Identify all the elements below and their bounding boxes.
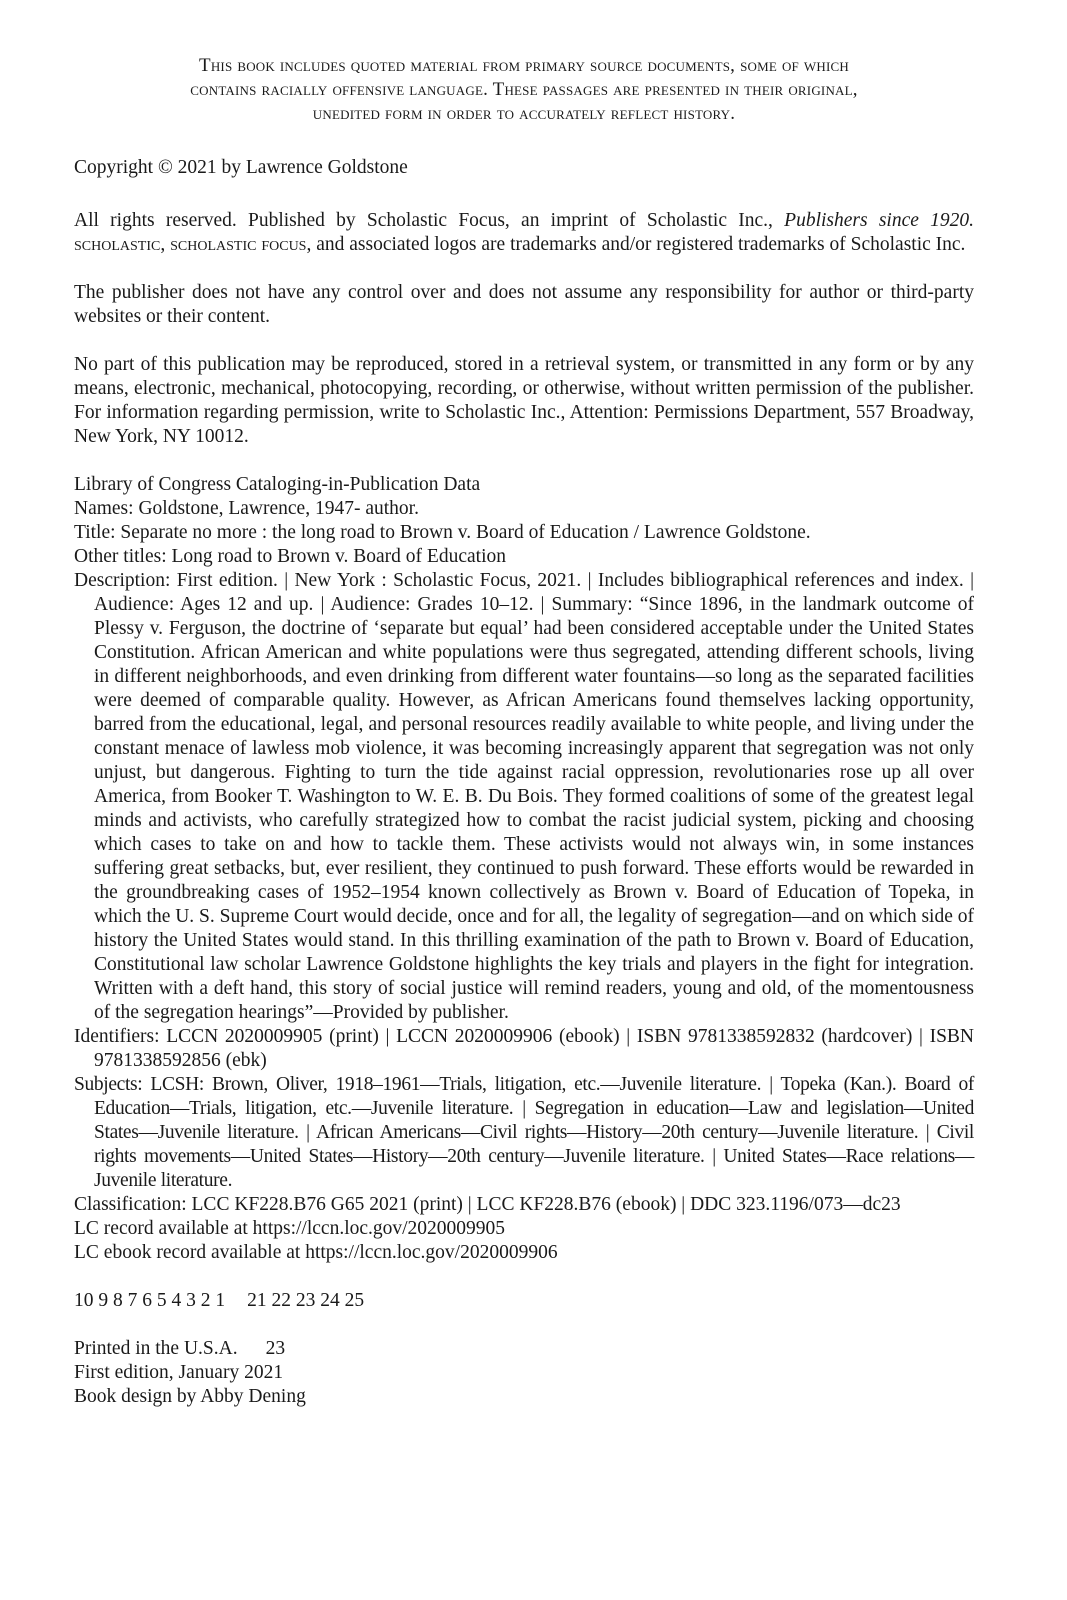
printer-key-line (74, 1289, 974, 1313)
cip-names: Names: Goldstone, Lawrence, 1947- author. (74, 498, 419, 519)
trademark-separator: , (160, 234, 171, 255)
cip-description: Description: First edition. | New York : Scholastic Focus, 2021. | Includes bibliographical references and index. | Audience: Ages 12 and up. | Audience: Grades 10–12. | Summary: “Since 1896, in the landmark outcome of Plessy v. Ferguson, the doctrine of ‘separate but equal’ had been considered acceptable under the United States Constitution. African American and white populations were thus segregated, attending different schools, living in different neighborhoods, and even drinking from different water fountains—so long as the separated facilities were deemed of comparable quality. However, as African Americans found themselves lacking opportunity, barred from the educational, legal, and personal resources readily available to white people, and living under the constant menace of lawless mob violence, it was becoming increasingly apparent that segregation was not only unjust, but dangerous. Fighting to turn the tide against racial oppression, revolutionaries rose up all over America, from Booker T. Washington to W. E. B. Du Bois. They formed coalitions of some of the greatest legal minds and activists, who carefully strategized how to combat the racist judicial system, picking and choosing which cases to take on and how to tackle them. These activists would not always win, in some instances suffering great setbacks, but, ever resilient, they continued to push forward. These efforts would be rewarded in the groundbreaking cases of 1952–1954 known collectively as Brown v. Board of Education of Topeka, in which the U. S. Supreme Court would decide, once and for all, the legality of segregation—and on which side of history the United States would stand. In this thrilling examination of the path to Brown v. Board of Education, Constitutional law scholar Lawrence Goldstone highlights the key trials and players in the fight for integration. Written with a deft hand, this story of social justice will remind readers, young and old, of the momentousness of the segregation hearings”—Provided by publisher. (74, 570, 974, 1023)
cip-subjects: Subjects: LCSH: Brown, Oliver, 1918–1961—Trials, litigation, etc.—Juvenile literature. | Topeka (Kan.). Board of Education—Trials, litigation, etc.—Juvenile literature. | Segregation in education—Law and legislation—United States—Juvenile literature. | African Americans—Civil rights—History—20th century—Juvenile literature. | Civil rights movements—United States—History—20th century—Juvenile literature. | United States—Race relations—Juvenile literature. (74, 1074, 974, 1191)
trademark-scholastic: scholastic (74, 234, 161, 255)
lc-ebook-record-link[interactable]: LC ebook record available at https://lccn.loc.gov/2020009906 (74, 1242, 558, 1263)
colophon (74, 1337, 974, 1409)
rights-tail: , and associated logos are trademarks and/or registered trademarks of Scholastic Inc. (306, 234, 966, 255)
trademark-scholastic-focus: scholastic focus (170, 234, 307, 255)
copyright-line: Copyright © 2021 by Lawrence Goldstone (74, 157, 408, 178)
publishers-since: Publishers since 1920. (784, 210, 975, 231)
notice-line: unedited form in order to accurately reflect history. (312, 103, 736, 124)
rights-lead: All rights reserved. Published by Scholastic Focus, an imprint of Scholastic Inc., (74, 210, 785, 231)
lc-record-link[interactable]: LC record available at https://lccn.loc.gov/2020009905 (74, 1218, 506, 1239)
cip-classification: Classification: LCC KF228.B76 G65 2021 (print) | LCC KF228.B76 (ebook) | DDC 323.1196/073—dc23 (74, 1194, 901, 1215)
reproduction-notice: No part of this publication may be reproduced, stored in a retrieval system, or transmitted in any form or by any means, electronic, mechanical, photocopying, recording, or otherwise, without written permission of the publisher. For information regarding permission, write to Scholastic Inc., Attention: Permissions Department, 557 Broadway, New York, NY 10012. (74, 354, 974, 447)
notice-line: contains racially offensive language. These passages are presented in their original, (190, 79, 858, 100)
responsibility-disclaimer: The publisher does not have any control over and does not assume any responsibility for author or third-party websites or their content. (74, 282, 974, 327)
year-numbers: 21 22 23 24 25 (247, 1290, 365, 1311)
content-notice (74, 54, 974, 126)
cip-title: Title: Separate no more : the long road to Brown v. Board of Education / Lawrence Goldstone. (74, 522, 811, 543)
printer-code: 23 (265, 1338, 286, 1359)
design-credit: Book design by Abby Dening (74, 1386, 306, 1407)
printed-line (74, 1337, 974, 1361)
cip-heading: Library of Congress Cataloging-in-Publication Data (74, 474, 481, 495)
cip-data-block (74, 473, 974, 1265)
rights-paragraph (74, 209, 974, 257)
printed-in: Printed in the U.S.A. (74, 1338, 238, 1359)
edition-line: First edition, January 2021 (74, 1362, 284, 1383)
cip-other-titles: Other titles: Long road to Brown v. Board of Education (74, 546, 506, 567)
impression-numbers: 10 9 8 7 6 5 4 3 2 1 (74, 1290, 226, 1311)
cip-identifiers: Identifiers: LCCN 2020009905 (print) | LCCN 2020009906 (ebook) | ISBN 9781338592832 (hardcover) | ISBN 9781338592856 (ebk) (74, 1026, 974, 1071)
notice-line: This book includes quoted material from primary source documents, some of which (199, 55, 849, 76)
